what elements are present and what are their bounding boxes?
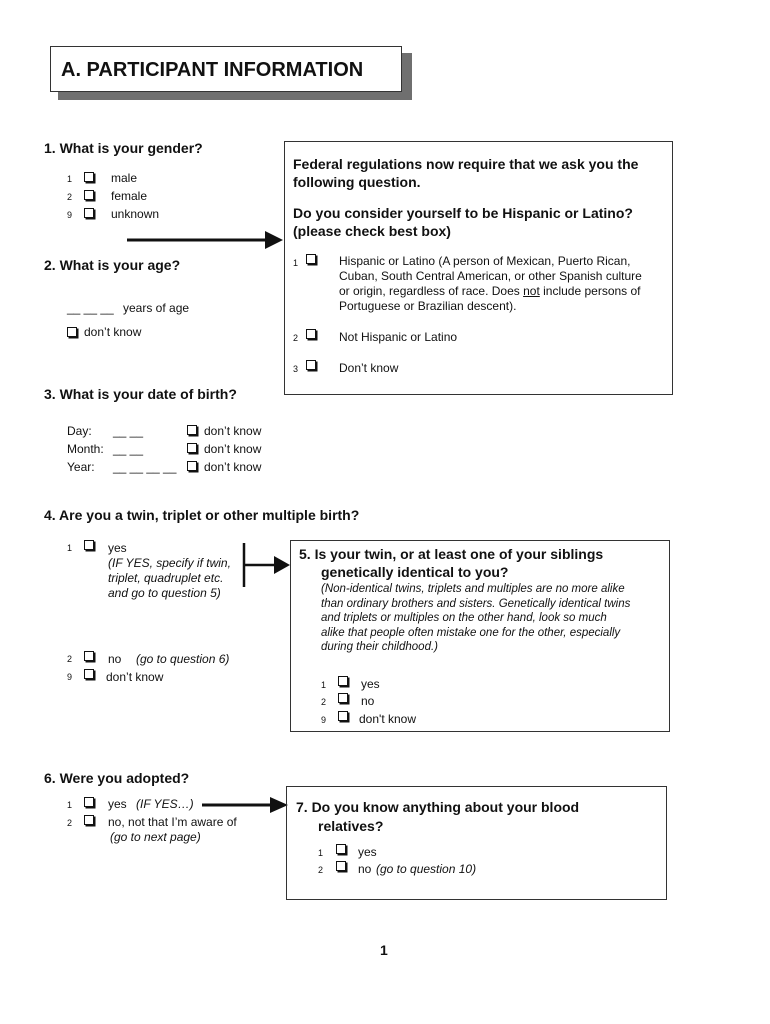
arrow-to-q7 xyxy=(200,794,290,816)
dob-day-input[interactable]: __ __ xyxy=(113,424,144,438)
q6-no-label: no, not that I’m aware of xyxy=(108,815,237,829)
hispanic-dk-checkbox[interactable] xyxy=(306,360,316,370)
q4-dk-label: don’t know xyxy=(106,670,164,684)
q6-question: 6. Were you adopted? xyxy=(44,770,190,786)
line3-part-a: or origin, regardless of race. Does xyxy=(339,284,524,298)
q5-dk-label: don't know xyxy=(359,712,416,726)
hispanic-yes-line3 xyxy=(339,284,669,299)
q3-question: 3. What is your date of birth? xyxy=(44,386,237,402)
q1-code-1: 1 xyxy=(67,174,73,184)
q1-question: 1. What is your gender? xyxy=(44,140,203,156)
q5-note-1: (Non-identical twins, triplets and multiples are no more alike xyxy=(321,583,625,595)
q4-yes-label: yes xyxy=(108,541,127,555)
q5-question-line2: genetically identical to you? xyxy=(321,564,509,580)
q7-question-line2: relatives? xyxy=(318,818,384,834)
dob-day-dk-label: don’t know xyxy=(204,424,262,438)
hispanic-code-1: 1 xyxy=(293,258,299,268)
q4-yes-note-2: triplet, quadruplet etc. xyxy=(108,571,224,585)
age-input[interactable]: __ __ __ xyxy=(67,301,114,315)
q4-yes-note-3: and go to question 5) xyxy=(108,586,221,600)
hispanic-yes-label xyxy=(339,254,669,314)
dob-day-dk-checkbox[interactable] xyxy=(187,425,197,435)
hispanic-code-2: 2 xyxy=(293,333,299,343)
q2-question: 2. What is your age? xyxy=(44,257,181,273)
q5-note-3: and triplets or multiples on the other hand, look so much xyxy=(321,612,607,624)
hispanic-no-label: Not Hispanic or Latino xyxy=(339,330,458,344)
page-number: 1 xyxy=(380,942,388,958)
hispanic-code-3: 3 xyxy=(293,364,299,374)
hispanic-dk-label: Don’t know xyxy=(339,361,399,375)
q7-yes-checkbox[interactable] xyxy=(336,844,346,854)
q4-no-checkbox[interactable] xyxy=(84,651,94,661)
q5-note-2: than ordinary brothers and sisters. Genetically identical twins xyxy=(321,597,631,610)
q6-code-2: 2 xyxy=(67,818,73,828)
q1-male-label: male xyxy=(111,171,138,185)
q1-male-checkbox[interactable] xyxy=(84,172,94,182)
q5-no-checkbox[interactable] xyxy=(338,693,348,703)
dob-year-input[interactable]: __ __ __ __ xyxy=(113,460,177,474)
q1-unknown-checkbox[interactable] xyxy=(84,208,94,218)
q1-female-checkbox[interactable] xyxy=(84,190,94,200)
q5-yes-label: yes xyxy=(361,677,380,691)
q4-yes-note-1: (IF YES, specify if twin, xyxy=(108,556,231,570)
line3-part-b: include persons of xyxy=(539,284,641,298)
q5-note-5: during their childhood.) xyxy=(321,641,438,653)
hispanic-yes-line2: Cuban, South Central American, or other Spanish culture xyxy=(339,269,642,283)
q5-question-line1: 5. Is your twin, or at least one of your siblings xyxy=(299,546,604,562)
dob-year-dk-label: don’t know xyxy=(204,460,262,474)
age-dont-know-checkbox[interactable] xyxy=(67,327,77,337)
dob-month-dk-label: don’t know xyxy=(204,442,262,456)
q6-no-note: (go to next page) xyxy=(110,830,201,844)
q4-no-label: no xyxy=(108,652,122,666)
dob-month-label: Month: xyxy=(67,442,104,456)
hispanic-no-checkbox[interactable] xyxy=(306,329,316,339)
q7-code-2: 2 xyxy=(318,865,324,875)
dob-month-input[interactable]: __ __ xyxy=(113,442,144,456)
q6-yes-checkbox[interactable] xyxy=(84,797,94,807)
q4-code-9: 9 xyxy=(67,672,73,682)
q5-dk-checkbox[interactable] xyxy=(338,711,348,721)
q6-code-1: 1 xyxy=(67,800,73,810)
q5-code-9: 9 xyxy=(321,715,327,725)
age-unit: years of age xyxy=(123,301,190,315)
q4-question: 4. Are you a twin, triplet or other multiple birth? xyxy=(44,507,360,523)
bracket-arrow-to-q5 xyxy=(240,541,292,591)
q1-unknown-label: unknown xyxy=(111,207,160,221)
q7-no-label: no xyxy=(358,862,372,876)
q5-code-1: 1 xyxy=(321,680,327,690)
hispanic-question: Do you consider yourself to be Hispanic or Latino? (please check best box) xyxy=(293,205,633,239)
dob-year-label: Year: xyxy=(67,460,95,474)
dob-year-dk-checkbox[interactable] xyxy=(187,461,197,471)
q5-code-2: 2 xyxy=(321,697,327,707)
q1-female-label: female xyxy=(111,189,148,203)
q7-no-checkbox[interactable] xyxy=(336,861,346,871)
q4-no-note: (go to question 6) xyxy=(136,652,230,666)
q1-code-2: 2 xyxy=(67,192,73,202)
q6-yes-note: (IF YES…) xyxy=(136,797,194,811)
q4-dk-checkbox[interactable] xyxy=(84,669,94,679)
hispanic-yes-line1: Hispanic or Latino (A person of Mexican, Puerto Rican, xyxy=(339,254,631,268)
q7-yes-label: yes xyxy=(358,845,377,859)
q5-no-label: no xyxy=(361,694,375,708)
q4-yes-note xyxy=(108,556,231,601)
q5-note-4: alike that people often mistake one for the other, especially xyxy=(321,626,621,639)
hispanic-yes-line4: Portuguese or Brazilian descent). xyxy=(339,299,517,313)
underlined-not: not xyxy=(523,284,540,298)
arrow-to-hispanic-box xyxy=(125,228,285,252)
q4-code-1: 1 xyxy=(67,543,73,553)
dob-month-dk-checkbox[interactable] xyxy=(187,443,197,453)
q4-code-2: 2 xyxy=(67,654,73,664)
q7-no-note: (go to question 10) xyxy=(376,862,477,876)
section-title: A. PARTICIPANT INFORMATION xyxy=(50,46,402,92)
q7-code-1: 1 xyxy=(318,848,324,858)
hispanic-intro: Federal regulations now require that we ask you the following question. xyxy=(293,156,639,190)
dob-day-label: Day: xyxy=(67,424,92,438)
q6-no-checkbox[interactable] xyxy=(84,815,94,825)
q5-yes-checkbox[interactable] xyxy=(338,676,348,686)
q6-yes-label: yes xyxy=(108,797,127,811)
q1-code-9: 9 xyxy=(67,210,73,220)
hispanic-yes-checkbox[interactable] xyxy=(306,254,316,264)
q4-yes-checkbox[interactable] xyxy=(84,540,94,550)
q7-question-line1: 7. Do you know anything about your blood xyxy=(296,799,580,815)
age-dont-know-label: don’t know xyxy=(84,325,142,339)
q5-note xyxy=(321,582,666,655)
